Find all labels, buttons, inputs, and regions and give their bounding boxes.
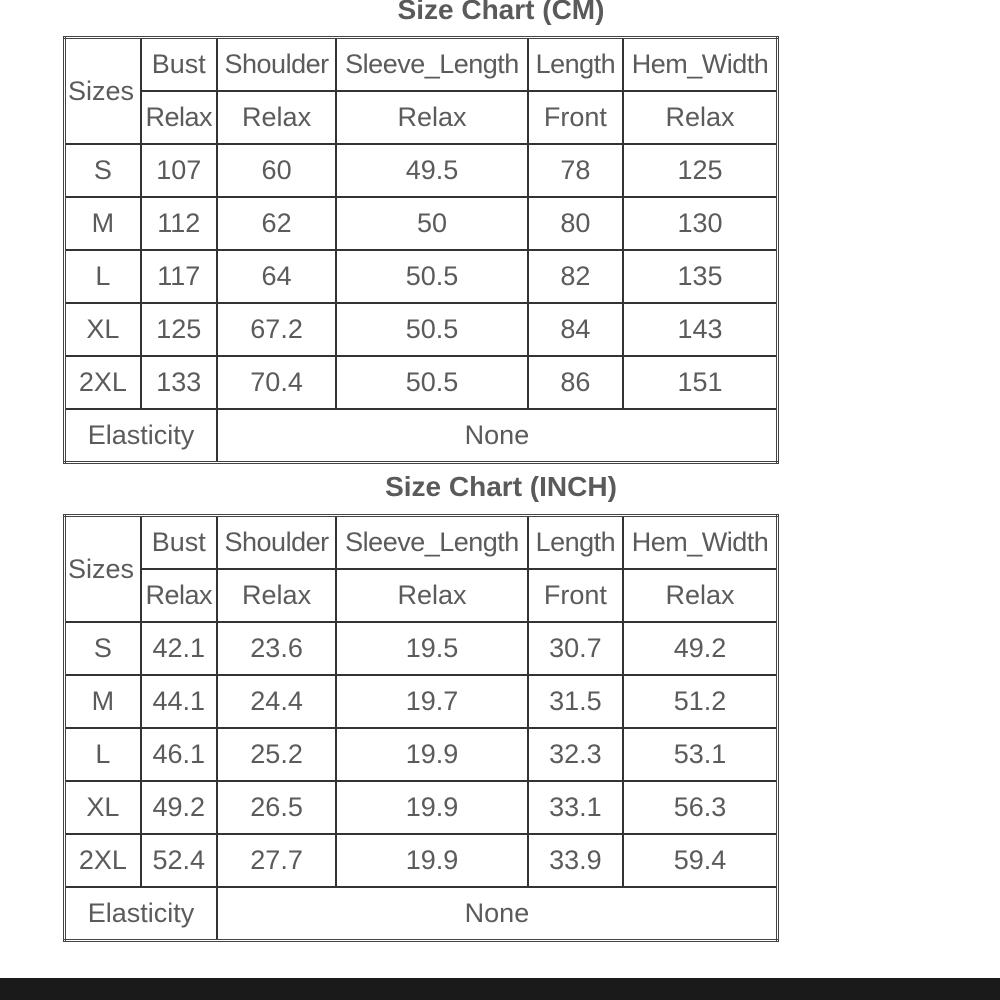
table-row <box>65 622 778 675</box>
size-cell: L <box>65 250 141 303</box>
sleeve-length-cell: 49.5 <box>336 144 528 197</box>
bust-cell: 133 <box>141 356 217 409</box>
table-row <box>65 675 778 728</box>
shoulder-cell: 23.6 <box>217 622 336 675</box>
bust-cell: 125 <box>141 303 217 356</box>
size-cell: S <box>65 144 141 197</box>
table-row <box>65 250 778 303</box>
hem-width-cell: 125 <box>623 144 777 197</box>
header-sleeve-length: Sleeve_Length <box>336 38 528 92</box>
hem-width-cell: 130 <box>623 197 777 250</box>
subheader-hem-width: Relax <box>623 569 777 622</box>
bottom-bar <box>0 978 1000 1000</box>
size-cell: XL <box>65 781 141 834</box>
bust-cell: 112 <box>141 197 217 250</box>
elasticity-row <box>65 409 778 463</box>
size-cell: M <box>65 675 141 728</box>
sleeve-length-cell: 50.5 <box>336 250 528 303</box>
sleeve-length-cell: 19.9 <box>336 781 528 834</box>
header-hem-width: Hem_Width <box>623 38 777 92</box>
header-shoulder: Shoulder <box>217 38 336 92</box>
shoulder-cell: 24.4 <box>217 675 336 728</box>
sleeve-length-cell: 50.5 <box>336 356 528 409</box>
size-chart-cm-title: Size Chart (CM) <box>397 0 605 25</box>
elasticity-row <box>65 887 778 941</box>
subheader-sleeve-length: Relax <box>336 569 528 622</box>
hem-width-cell: 51.2 <box>623 675 777 728</box>
length-cell: 33.1 <box>528 781 623 834</box>
subheader-shoulder: Relax <box>217 91 336 144</box>
shoulder-cell: 60 <box>217 144 336 197</box>
bust-cell: 117 <box>141 250 217 303</box>
header-row <box>65 38 778 92</box>
table-row <box>65 356 778 409</box>
table-row <box>65 303 778 356</box>
size-cell: 2XL <box>65 356 141 409</box>
elasticity-value: None <box>217 409 778 463</box>
length-cell: 78 <box>528 144 623 197</box>
length-cell: 33.9 <box>528 834 623 887</box>
shoulder-cell: 25.2 <box>217 728 336 781</box>
hem-width-cell: 143 <box>623 303 777 356</box>
bust-cell: 46.1 <box>141 728 217 781</box>
subheader-row <box>65 91 778 144</box>
subheader-bust: Relax <box>141 91 217 144</box>
table-row <box>65 834 778 887</box>
subheader-length: Front <box>528 569 623 622</box>
size-cell: 2XL <box>65 834 141 887</box>
shoulder-cell: 70.4 <box>217 356 336 409</box>
bust-cell: 42.1 <box>141 622 217 675</box>
header-length: Length <box>528 516 623 570</box>
size-cell: L <box>65 728 141 781</box>
hem-width-cell: 135 <box>623 250 777 303</box>
size-cell: XL <box>65 303 141 356</box>
header-bust: Bust <box>141 516 217 570</box>
header-hem-width: Hem_Width <box>623 516 777 570</box>
sleeve-length-cell: 19.7 <box>336 675 528 728</box>
shoulder-cell: 26.5 <box>217 781 336 834</box>
length-cell: 80 <box>528 197 623 250</box>
elasticity-value: None <box>217 887 778 941</box>
subheader-bust: Relax <box>141 569 217 622</box>
sleeve-length-cell: 50.5 <box>336 303 528 356</box>
header-length: Length <box>528 38 623 92</box>
subheader-row <box>65 569 778 622</box>
subheader-length: Front <box>528 91 623 144</box>
sleeve-length-cell: 19.9 <box>336 728 528 781</box>
sleeve-length-cell: 19.9 <box>336 834 528 887</box>
hem-width-cell: 59.4 <box>623 834 777 887</box>
header-shoulder: Shoulder <box>217 516 336 570</box>
subheader-shoulder: Relax <box>217 569 336 622</box>
length-cell: 32.3 <box>528 728 623 781</box>
header-sizes: Sizes <box>65 516 141 623</box>
size-chart-inch-title: Size Chart (INCH) <box>385 471 617 502</box>
elasticity-label: Elasticity <box>65 409 217 463</box>
size-chart-cm-table <box>63 36 779 464</box>
elasticity-label: Elasticity <box>65 887 217 941</box>
bust-cell: 52.4 <box>141 834 217 887</box>
bust-cell: 107 <box>141 144 217 197</box>
header-row <box>65 516 778 570</box>
size-chart-inch-table <box>63 514 779 942</box>
shoulder-cell: 67.2 <box>217 303 336 356</box>
hem-width-cell: 49.2 <box>623 622 777 675</box>
hem-width-cell: 151 <box>623 356 777 409</box>
length-cell: 31.5 <box>528 675 623 728</box>
size-cell: M <box>65 197 141 250</box>
bust-cell: 49.2 <box>141 781 217 834</box>
length-cell: 86 <box>528 356 623 409</box>
header-bust: Bust <box>141 38 217 92</box>
header-sleeve-length: Sleeve_Length <box>336 516 528 570</box>
table-row <box>65 781 778 834</box>
subheader-hem-width: Relax <box>623 91 777 144</box>
header-sizes: Sizes <box>65 38 141 145</box>
table-row <box>65 197 778 250</box>
length-cell: 30.7 <box>528 622 623 675</box>
size-cell: S <box>65 622 141 675</box>
length-cell: 84 <box>528 303 623 356</box>
sleeve-length-cell: 19.5 <box>336 622 528 675</box>
shoulder-cell: 64 <box>217 250 336 303</box>
table-row <box>65 728 778 781</box>
table-row <box>65 144 778 197</box>
hem-width-cell: 53.1 <box>623 728 777 781</box>
subheader-sleeve-length: Relax <box>336 91 528 144</box>
length-cell: 82 <box>528 250 623 303</box>
hem-width-cell: 56.3 <box>623 781 777 834</box>
shoulder-cell: 62 <box>217 197 336 250</box>
shoulder-cell: 27.7 <box>217 834 336 887</box>
bust-cell: 44.1 <box>141 675 217 728</box>
sleeve-length-cell: 50 <box>336 197 528 250</box>
